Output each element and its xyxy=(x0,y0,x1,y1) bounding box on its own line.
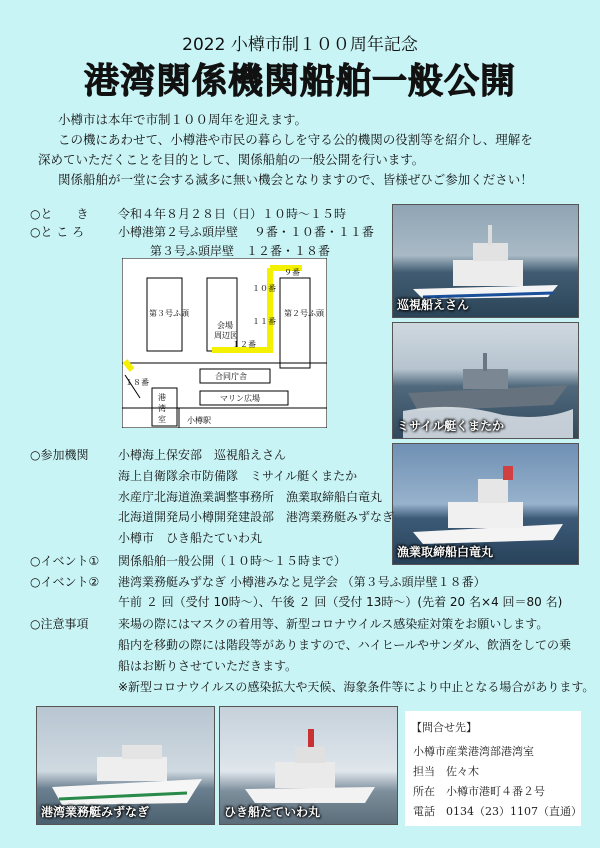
event1-label: ○イベント① xyxy=(30,554,100,568)
photo-esan xyxy=(392,204,579,318)
contact-heading: 【問合せ先】 xyxy=(411,721,477,734)
org-item: 小樽海上保安部 巡視船えさん xyxy=(118,448,287,462)
contact-person: 担当 佐々木 xyxy=(413,765,479,778)
map-label-berth10: １０番 xyxy=(252,284,276,293)
note-line: 来場の際にはマスクの着用等、新型コロナウイルス感染症対策をお願いします。 xyxy=(118,617,549,631)
contact-org: 小樽市産業港湾部港湾室 xyxy=(413,745,534,758)
note-line: 船内を移動の際には階段等がありますので、ハイヒールやサンダル、飲酒をしての乗 xyxy=(118,638,572,652)
map-label-govbuilding: 合同庁舎 xyxy=(215,372,247,381)
contact-phone: 電話 0134（23）1107（直通） xyxy=(413,805,582,818)
map-label-port-office-1: 港 xyxy=(158,393,166,402)
map-label-marine-plaza: マリン広場 xyxy=(220,394,260,403)
org-item: 海上自衛隊余市防備隊 ミサイル艇くまたか xyxy=(118,469,358,483)
venue-map xyxy=(122,258,327,428)
org-item: 小樽市 ひき船たていわ丸 xyxy=(118,531,263,545)
photo-mizunagi xyxy=(36,706,215,825)
map-label-port-office-3: 室 xyxy=(158,415,166,424)
map-label-station: 小樽駅 xyxy=(187,416,211,425)
intro-line: 小樽市は本年で市制１００周年を迎えます。 xyxy=(58,112,308,127)
photo-kumataka xyxy=(392,322,579,439)
intro-paragraph xyxy=(38,110,578,190)
map-label-venue-1: 会場 xyxy=(217,321,233,330)
date-value: 令和４年８月２８日（日）１０時～１５時 xyxy=(118,207,347,221)
contact-address: 所在 小樽市港町４番２号 xyxy=(413,785,545,798)
map-label-port-office-2: 湾 xyxy=(158,404,166,413)
notes-label: ○注意事項 xyxy=(30,617,89,631)
map-label-berth12: １２番 xyxy=(232,340,256,349)
note-line: ※新型コロナウイルスの感染拡大や天候、海象条件等により中止となる場合があります。 xyxy=(118,680,595,694)
note-line: 船はお断りさせていただきます。 xyxy=(118,659,298,673)
photo-caption-esan: 巡視船えさん xyxy=(397,298,470,312)
photo-hakuryumaru xyxy=(392,443,579,565)
map-label-pier3: 第３号ふ頭 xyxy=(149,309,189,318)
place-value: 小樽港第２号ふ頭岸壁 ９番・１０番・１１番 xyxy=(118,225,374,239)
map-label-pier2: 第２号ふ頭 xyxy=(284,309,324,318)
photo-caption-mizunagi: 港湾業務艇みずなぎ xyxy=(41,805,150,819)
event-subtitle: 2022 小樽市制１００周年記念 xyxy=(182,35,418,55)
contact-box xyxy=(405,711,581,826)
org-item: 北海道開発局小樽開発建設部 港湾業務艇みずなぎ xyxy=(118,510,395,524)
date-label: ○と き xyxy=(30,207,89,221)
photo-caption-tateiwamaru: ひき船たていわ丸 xyxy=(224,805,321,819)
photo-caption-hakuryumaru: 漁業取締船白竜丸 xyxy=(397,545,494,559)
map-label-berth11: １１番 xyxy=(252,317,276,326)
page-title: 港湾関係機関船舶一般公開 xyxy=(83,62,516,102)
map-label-berth18: １８番 xyxy=(125,378,149,387)
intro-line: 関係船舶が一堂に会する滅多に無い機会となりますので、皆様ぜひご参加ください！ xyxy=(58,172,533,187)
event2-label: ○イベント② xyxy=(30,575,100,589)
photo-caption-kumataka: ミサイル艇くまたか xyxy=(397,419,505,433)
photo-tateiwamaru xyxy=(219,706,398,825)
event1-value: 関係船舶一般公開（１０時～１５時まで） xyxy=(118,554,347,568)
intro-line: 深めていただくことを目的として、関係船舶の一般公開を行います。 xyxy=(38,152,425,167)
place-value-2: 第３号ふ頭岸壁 １２番・１８番 xyxy=(150,244,331,258)
event2-schedule: 午前 ２ 回（受付 10時～）、午後 ２ 回（受付 13時～）(先着 20 名×4 回＝80 名) xyxy=(118,595,563,609)
orgs-label: ○参加機関 xyxy=(30,448,89,462)
place-label: ○と こ ろ xyxy=(30,225,85,239)
map-label-venue-2: 周辺図 xyxy=(214,331,238,340)
org-item: 水産庁北海道漁業調整事務所 漁業取締船白竜丸 xyxy=(118,490,383,504)
intro-line: この機にあわせて、小樽港や市民の暮らしを守る公的機関の役割等を紹介し、理解を xyxy=(58,132,533,147)
map-label-berth9: ９番 xyxy=(284,268,300,277)
event2-value: 港湾業務艇みずなぎ 小樽港みなと見学会 （第３号ふ頭岸壁１８番） xyxy=(118,575,486,589)
pier2-block xyxy=(280,278,310,368)
